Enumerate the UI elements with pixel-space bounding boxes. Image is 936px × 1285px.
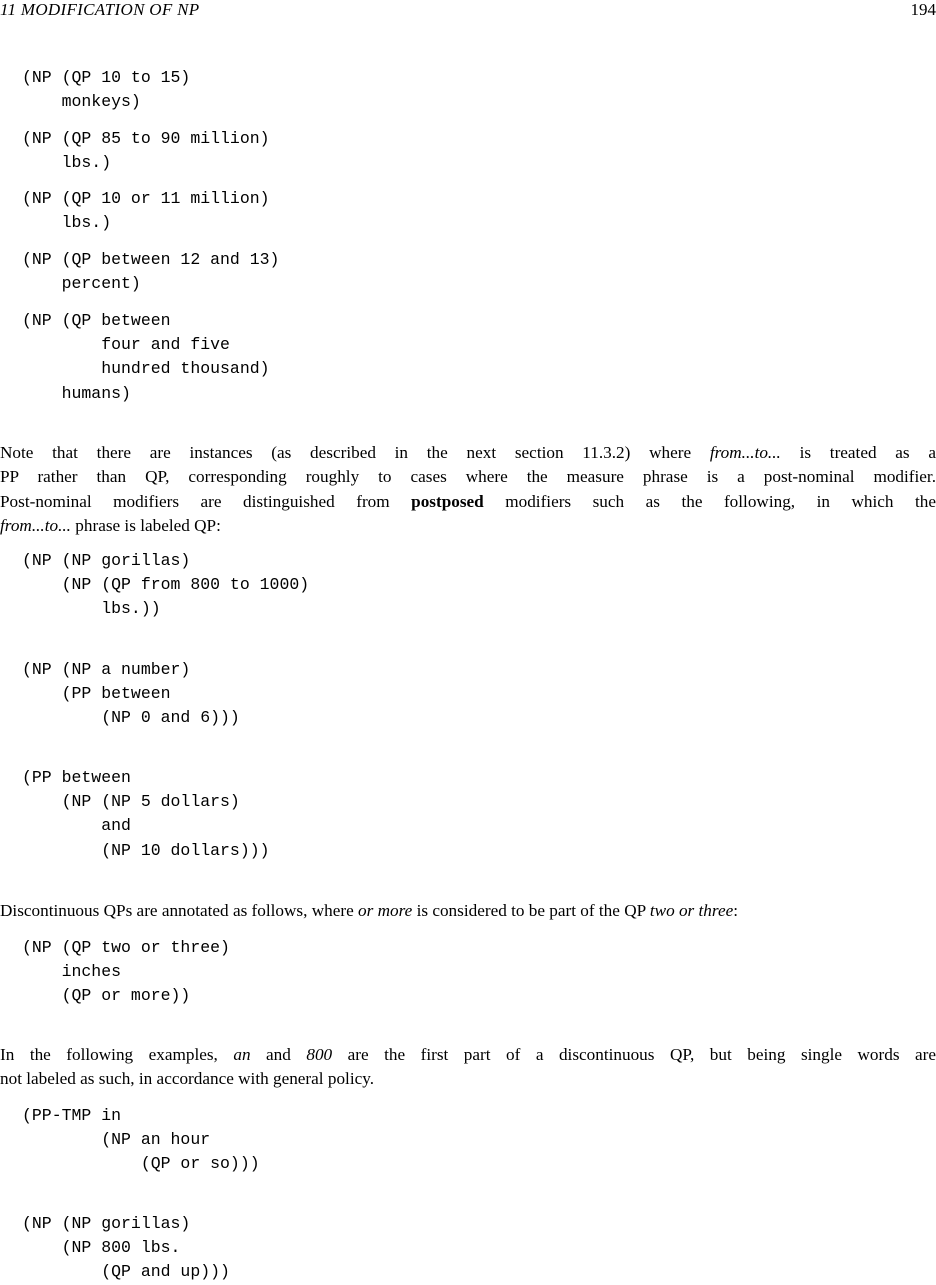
text: Note that there are instances (as described in the next section 11.3.2) where bbox=[0, 443, 710, 462]
text: : bbox=[733, 901, 738, 920]
example-qp-between-four-and-five: (NP (QP between four and five hundred thousand) humans) bbox=[22, 309, 270, 406]
example-qp-10-or-11-million: (NP (QP 10 or 11 million) lbs.) bbox=[22, 187, 270, 235]
paragraph-line bbox=[0, 490, 936, 514]
example-qp-two-or-three: (NP (QP two or three) inches (QP or more)) bbox=[22, 936, 230, 1009]
example-np-gorillas-qp: (NP (NP gorillas) (NP (QP from 800 to 1000) lbs.)) bbox=[22, 549, 309, 622]
text: are the first part of a discontinuous QP, but being single words are bbox=[332, 1045, 936, 1064]
text: Post-nominal modifiers are distinguished from bbox=[0, 492, 411, 511]
example-qp-10-to-15: (NP (QP 10 to 15) monkeys) bbox=[22, 66, 190, 114]
text: phrase is labeled QP: bbox=[71, 516, 221, 535]
text: is treated as a bbox=[781, 443, 936, 462]
text: modifiers such as the following, in which the bbox=[484, 492, 936, 511]
italic-term: two or three bbox=[650, 901, 733, 920]
example-pp-tmp-in: (PP-TMP in (NP an hour (QP or so))) bbox=[22, 1104, 260, 1177]
example-np-a-number: (NP (NP a number) (PP between (NP 0 and 6))) bbox=[22, 658, 240, 731]
paragraph-line bbox=[0, 441, 936, 465]
text: In the following examples, bbox=[0, 1045, 233, 1064]
paragraph-single-words bbox=[0, 1043, 936, 1092]
running-header-section: 11 MODIFICATION OF NP bbox=[0, 0, 199, 20]
paragraph-line: not labeled as such, in accordance with general policy. bbox=[0, 1067, 936, 1091]
italic-term: from...to... bbox=[0, 516, 71, 535]
paragraph-line bbox=[0, 514, 936, 538]
page-number: 194 bbox=[911, 0, 936, 20]
text: and bbox=[251, 1045, 307, 1064]
paragraph-line: PP rather than QP, corresponding roughly to cases where the measure phrase is a post-nominal modifier. bbox=[0, 465, 936, 489]
text: Discontinuous QPs are annotated as follows, where bbox=[0, 901, 358, 920]
paragraph-line bbox=[0, 899, 936, 923]
italic-term: an bbox=[233, 1045, 250, 1064]
paragraph-from-to-note bbox=[0, 441, 936, 538]
bold-term: postposed bbox=[411, 492, 484, 511]
paragraph-line bbox=[0, 1043, 936, 1067]
example-np-gorillas-800-lbs: (NP (NP gorillas) (NP 800 lbs. (QP and up))) bbox=[22, 1212, 230, 1285]
text: is considered to be part of the QP bbox=[412, 901, 650, 920]
example-qp-85-to-90-million: (NP (QP 85 to 90 million) lbs.) bbox=[22, 127, 270, 175]
paragraph-discontinuous-qps bbox=[0, 899, 936, 923]
italic-term: 800 bbox=[306, 1045, 332, 1064]
italic-term: or more bbox=[358, 901, 412, 920]
example-qp-between-12-and-13: (NP (QP between 12 and 13) percent) bbox=[22, 248, 279, 296]
italic-term: from...to... bbox=[710, 443, 781, 462]
example-pp-between-dollars: (PP between (NP (NP 5 dollars) and (NP 10 dollars))) bbox=[22, 766, 270, 863]
